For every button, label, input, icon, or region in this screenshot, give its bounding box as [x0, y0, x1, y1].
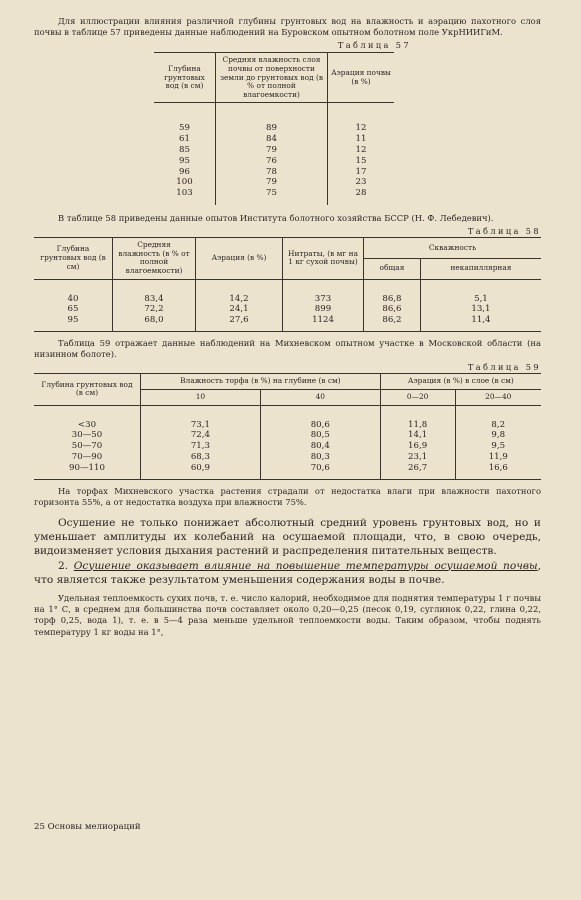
paragraph-2-rest: , что является также результатом уменьшения содержания воды в почве. — [34, 559, 541, 586]
intro-paragraph: Для иллюстрации влияния различной глубины грунтовых вод на влажность и аэрацию пахотного слоя почвы в таблице 57 приведены данные наблюдений на Буровском опытном болотном поле УкрНИИГиМ. — [34, 16, 541, 38]
table-cell: 899 — [283, 304, 364, 315]
table-cell: 72,2 — [113, 304, 196, 315]
table-cell: 16,6 — [455, 463, 541, 479]
t58-col-nitrates: Нитраты, (в мг на 1 кг сухой почвы) — [283, 238, 364, 279]
table-cell: 16,9 — [380, 441, 455, 452]
table-cell: 72,4 — [141, 430, 261, 441]
table-row — [154, 134, 394, 145]
table-cell: 80,5 — [260, 430, 380, 441]
t59-col-a0-20: 0—20 — [380, 389, 455, 405]
table-cell: 50—70 — [71, 441, 103, 452]
table-cell: 95 — [34, 315, 113, 331]
table-cell: 12 — [328, 103, 395, 134]
t57-col-depth: Глубина грунтовых вод (в см) — [154, 53, 216, 103]
table-cell: 59 — [179, 123, 190, 134]
table-cell: 23 — [328, 177, 395, 188]
table-cell: 84 — [216, 134, 328, 145]
paragraph-heat: Удельная теплоемкость сухих почв, т. е. число калорий, необходимое для поднятия температуры 1 г почвы на 1° С, в среднем для большинства почв составляет около 0,20—0,25 (песок 0,19, суглинок 0,22, глина 0,22, торф 0,25, вода 1), т. е. в 5—4 раза меньше удельной теплоемкости воды. Таким образом, чтобы поднять температуру 1 кг воды на 1°, — [34, 592, 541, 637]
table-cell: <30 — [77, 419, 97, 430]
paragraph-2-number: 2. — [58, 559, 74, 572]
table-row — [34, 463, 541, 479]
table-cell: 89 — [216, 103, 328, 134]
table-row — [34, 430, 541, 441]
table-cell: 11,4 — [420, 315, 541, 331]
t57-col-aeration: Аэрация почвы (в %) — [328, 53, 395, 103]
table-cell: 28 — [328, 188, 395, 205]
table-cell: 17 — [328, 167, 395, 178]
table-cell: 79 — [216, 145, 328, 156]
table-cell: 76 — [216, 156, 328, 167]
table57-caption: Таблица 57 — [337, 40, 411, 51]
page-footer: 25 Основы мелиораций — [34, 822, 141, 832]
table-cell: 90—110 — [34, 463, 141, 479]
table-cell: 40 — [67, 293, 79, 304]
t59-col-moisture: Влажность торфа (в %) на глубине (в см) — [141, 374, 381, 390]
table-cell: 70,6 — [260, 463, 380, 479]
table-row — [154, 167, 394, 178]
table-row — [154, 188, 394, 205]
table-cell: 9,5 — [455, 441, 541, 452]
t59-body — [34, 405, 541, 479]
t58-body — [34, 279, 541, 331]
table-row — [154, 177, 394, 188]
table-cell: 11,9 — [455, 452, 541, 463]
table-cell: 85 — [179, 144, 190, 155]
table-cell: 15 — [328, 156, 395, 167]
table-row — [34, 279, 541, 304]
table-cell: 61 — [179, 134, 190, 145]
t58-col-porosity: Скважность — [364, 238, 542, 259]
table-cell: 83,4 — [113, 279, 196, 304]
paragraph-drainage: Осушение не только понижает абсолютный средний уровень грунтовых вод, но и уменьшает амплитуды их колебаний на осушаемой площади, что, в свою очередь, видоизменяет условия дыхания растений и распределения питательных веществ. — [34, 516, 541, 558]
paragraph-2 — [34, 559, 541, 587]
table-cell: 73,1 — [141, 405, 261, 430]
table-cell: 80,4 — [260, 441, 380, 452]
table-row — [34, 441, 541, 452]
table-cell: 65 — [67, 304, 79, 315]
table-cell: 1124 — [283, 315, 364, 331]
t59-col-m40: 40 — [260, 389, 380, 405]
table-row — [34, 405, 541, 430]
table-row — [34, 452, 541, 463]
table-57 — [154, 52, 394, 205]
table-cell: 26,7 — [380, 463, 455, 479]
t58-col-moisture: Средняя влажность (в % от полной влагоемкости) — [113, 238, 196, 279]
table-cell: 11,8 — [380, 405, 455, 430]
table-cell: 80,6 — [260, 405, 380, 430]
table-cell: 86,2 — [364, 315, 421, 331]
table-row — [154, 103, 394, 134]
table-cell: 79 — [216, 177, 328, 188]
t58-col-depth: Глубина грунтовых вод (в см) — [34, 238, 113, 279]
table-59 — [34, 373, 541, 479]
paragraph-2-italic: Осушение оказывает влияние на повышение температуры осушаемой почвы — [73, 559, 538, 572]
t57-col-moisture: Средняя влажность слоя почвы от поверхности земли до грунтовых вод (в % от полной влагоемкости) — [216, 53, 328, 103]
table-cell: 24,1 — [196, 304, 283, 315]
table-cell: 70—90 — [71, 451, 103, 462]
paragraph-after-59: На торфах Михневского участка растения страдали от недостатка влаги при влажности пахотного горизонта 55%, а от недостатка воздуха при влажности 75%. — [34, 485, 541, 507]
table-cell: 27,6 — [196, 315, 283, 331]
t57-body — [154, 103, 394, 205]
table-cell: 103 — [176, 188, 193, 199]
table-cell: 12 — [328, 145, 395, 156]
table-cell: 23,1 — [380, 452, 455, 463]
t59-col-a20-40: 20—40 — [455, 389, 541, 405]
t59-col-m10: 10 — [141, 389, 261, 405]
t58-col-porosity-total: общая — [364, 258, 421, 279]
table-cell: 86,8 — [364, 279, 421, 304]
table-row — [34, 315, 541, 331]
table-cell: 68,0 — [113, 315, 196, 331]
table-cell: 71,3 — [141, 441, 261, 452]
table58-caption: Таблица 58 — [467, 226, 541, 237]
table-cell: 68,3 — [141, 452, 261, 463]
table-cell: 13,1 — [420, 304, 541, 315]
table-cell: 5,1 — [420, 279, 541, 304]
table-cell: 86,6 — [364, 304, 421, 315]
table-cell: 100 — [176, 177, 193, 188]
table-cell: 60,9 — [141, 463, 261, 479]
t58-col-porosity-noncap: некапиллярная — [420, 258, 541, 279]
t59-col-aeration: Аэрация (в %) в слое (в см) — [380, 374, 541, 390]
table-58 — [34, 237, 541, 332]
table-cell: 8,2 — [455, 405, 541, 430]
table-row — [34, 304, 541, 315]
table-cell: 75 — [216, 188, 328, 205]
table-row — [154, 156, 394, 167]
table-cell: 373 — [283, 279, 364, 304]
table-cell: 11 — [328, 134, 395, 145]
table-cell: 95 — [179, 155, 190, 166]
table-cell: 14,2 — [196, 279, 283, 304]
t59-col-depth: Глубина грунтовых вод (в см) — [34, 374, 141, 405]
table-cell: 30—50 — [71, 430, 103, 441]
t58-col-aeration: Аэрация (в %) — [196, 238, 283, 279]
table-cell: 14,1 — [380, 430, 455, 441]
table-cell: 78 — [216, 167, 328, 178]
table-row — [154, 145, 394, 156]
table-cell: 9,8 — [455, 430, 541, 441]
table-cell: 80,3 — [260, 452, 380, 463]
paragraph-58: В таблице 58 приведены данные опытов Института болотного хозяйства БССР (Н. Ф. Лебедевич). — [58, 212, 494, 223]
paragraph-59: Таблица 59 отражает данные наблюдений на Михневском опытном участке в Московской области (на низинном болоте). — [34, 337, 541, 360]
table59-caption: Таблица 59 — [467, 362, 541, 373]
table-cell: 96 — [179, 166, 190, 177]
